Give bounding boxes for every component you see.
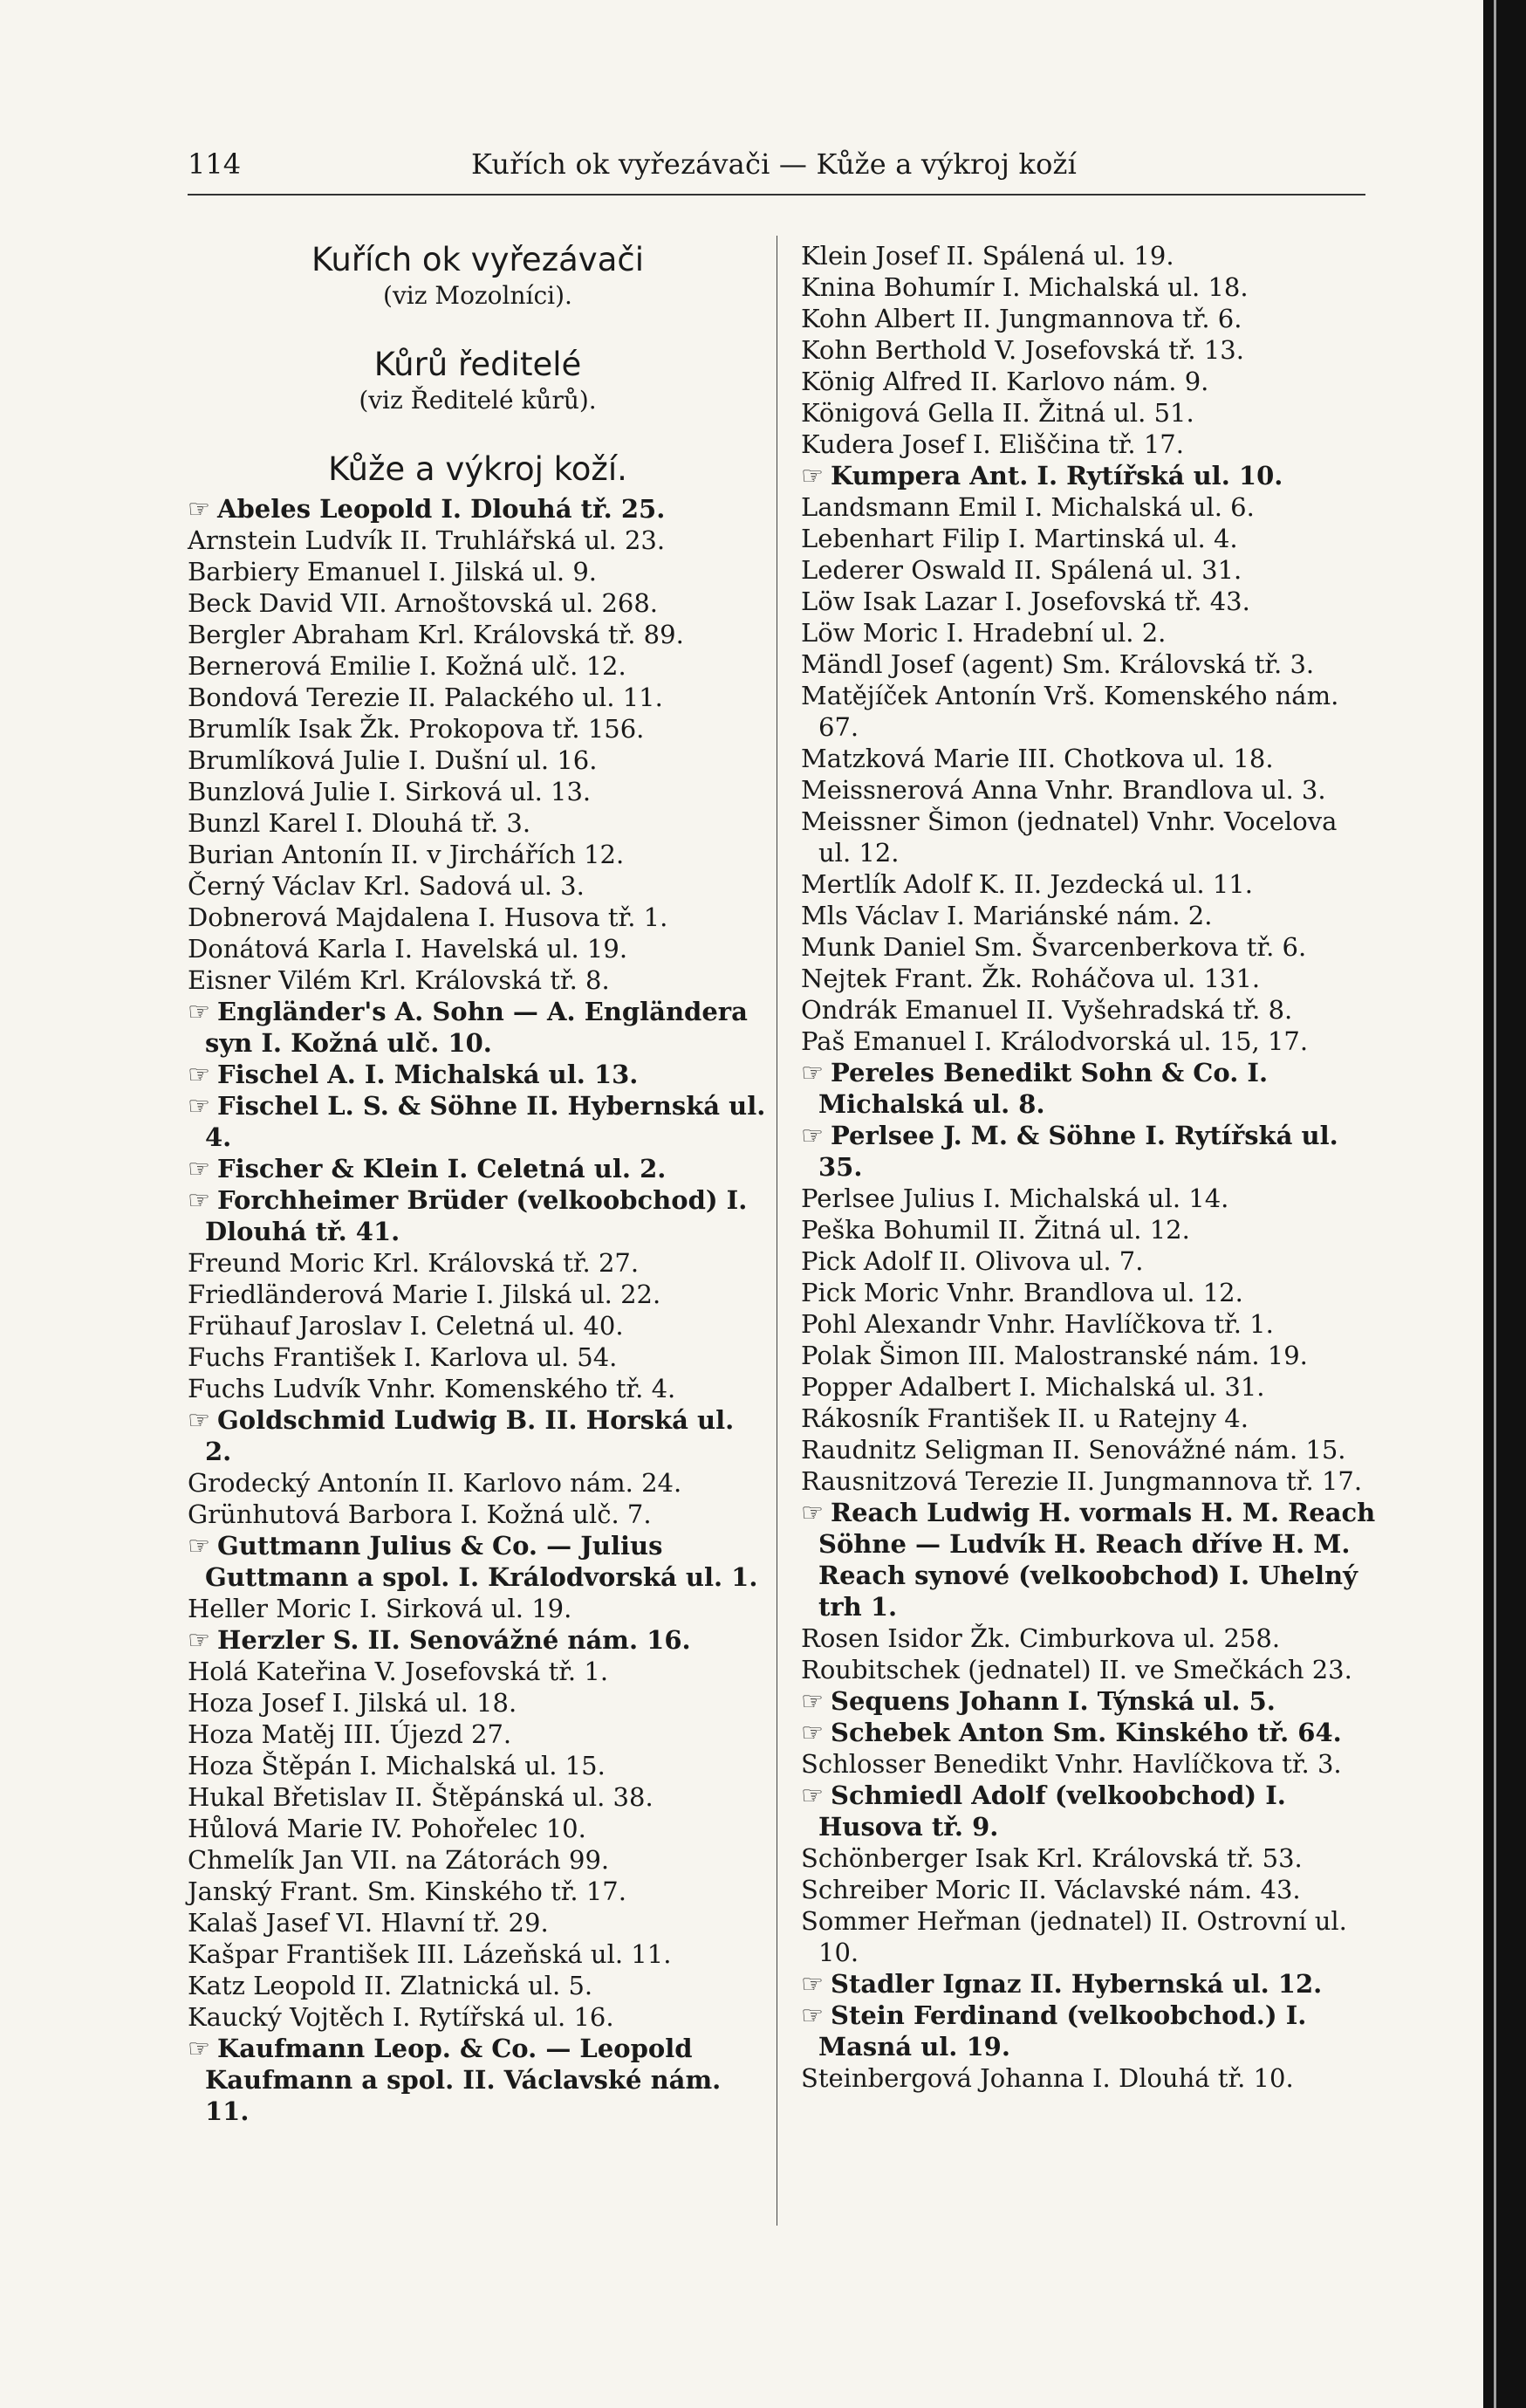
entry-text: Hoza Josef I. Jilská ul. 18. <box>188 1688 517 1718</box>
entry-text: Hoza Matěj III. Újezd 27. <box>188 1719 512 1749</box>
entry-text: Donátová Karla I. Havelská ul. 19. <box>188 934 628 964</box>
right-entry <box>801 963 1377 994</box>
entry-text: Hoza Štěpán I. Michalská ul. 15. <box>188 1751 606 1780</box>
entry-text: Janský Frant. Sm. Kinského tř. 17. <box>188 1876 626 1906</box>
left-entry <box>188 556 768 587</box>
entry-text: Meissnerová Anna Vnhr. Brandlova ul. 3. <box>801 775 1326 805</box>
right-entry <box>801 1245 1377 1277</box>
entry-text: Chmelík Jan VII. na Zátorách 99. <box>188 1845 610 1875</box>
left-entry <box>188 1247 768 1279</box>
right-entries-list <box>801 240 1377 2094</box>
entry-text: Pohl Alexandr Vnhr. Havlíčkova tř. 1. <box>801 1309 1274 1339</box>
left-entry <box>188 1341 768 1373</box>
pointing-hand-icon: ☞ <box>188 1185 210 1215</box>
entry-text: Černý Václav Krl. Sadová ul. 3. <box>188 871 585 901</box>
entry-text: Bernerová Emilie I. Kožná ulč. 12. <box>188 651 626 681</box>
entry-text: Matějíček Antonín Vrš. Komenského nám. 67. <box>801 681 1339 742</box>
entry-text: Burian Antonín II. v Jirchářích 12. <box>188 840 625 869</box>
left-column <box>188 240 768 2127</box>
pointing-hand-icon: ☞ <box>801 1058 824 1087</box>
pointing-hand-icon: ☞ <box>188 1060 210 1089</box>
entry-text: Arnstein Ludvík II. Truhlářská ul. 23. <box>188 525 666 555</box>
entry-text: Hukal Břetislav II. Štěpánská ul. 38. <box>188 1782 654 1812</box>
entry-text: Heller Moric I. Sirková ul. 19. <box>188 1594 572 1623</box>
left-entry <box>188 1656 768 1687</box>
entry-text: König Alfred II. Karlovo nám. 9. <box>801 367 1209 396</box>
pointing-hand-icon: ☞ <box>188 997 210 1026</box>
entry-text: Schlosser Benedikt Vnhr. Havlíčkova tř. 3. <box>801 1749 1342 1779</box>
entry-text: Forchheimer Brüder (velkoobchod) I. Dlouhá tř. 41. <box>205 1185 748 1246</box>
entry-text: Ondrák Emanuel II. Vyšehradská tř. 8. <box>801 995 1293 1025</box>
entry-text: Frühauf Jaroslav I. Celetná ul. 40. <box>188 1311 624 1341</box>
left-entry <box>188 1310 768 1341</box>
left-entry <box>188 1970 768 2001</box>
entry-text: Guttmann Julius & Co. — Julius Guttmann a spol. I. Králodvorská ul. 1. <box>205 1531 758 1592</box>
pointing-hand-icon: ☞ <box>801 2000 824 2030</box>
left-entries-list <box>188 493 768 2127</box>
left-entry <box>188 619 768 650</box>
left-entry <box>188 1781 768 1813</box>
entry-text: Fischel A. I. Michalská ul. 13. <box>217 1060 639 1089</box>
entry-text: Kaufmann Leop. & Co. — Leopold Kaufmann a spol. II. Václavské nám. 11. <box>205 2034 722 2126</box>
left-entry <box>188 587 768 619</box>
right-entry <box>801 1371 1377 1403</box>
right-entry <box>801 397 1377 429</box>
right-entry <box>801 1842 1377 1874</box>
left-entry <box>188 682 768 713</box>
right-entry <box>801 366 1377 397</box>
right-entry <box>801 491 1377 523</box>
entry-text: Kalaš Jasef VI. Hlavní tř. 29. <box>188 1908 549 1938</box>
right-entry <box>801 994 1377 1026</box>
entry-text: Paš Emanuel I. Králodvorská ul. 15, 17. <box>801 1026 1309 1056</box>
page-number: 114 <box>188 147 242 181</box>
pointing-hand-icon: ☞ <box>188 2034 210 2063</box>
left-entry <box>188 1530 768 1593</box>
entry-text: Brumlík Isak Žk. Prokopova tř. 156. <box>188 714 645 744</box>
left-entry <box>188 1813 768 1844</box>
entry-text: Königová Gella II. Žitná ul. 51. <box>801 398 1194 428</box>
entry-text: Bunzlová Julie I. Sirková ul. 13. <box>188 777 592 806</box>
entry-text: Abeles Leopold I. Dlouhá tř. 25. <box>217 494 666 524</box>
left-entry <box>188 1279 768 1310</box>
entry-text: Popper Adalbert I. Michalská ul. 31. <box>801 1372 1265 1402</box>
left-entry <box>188 1750 768 1781</box>
left-entry <box>188 1184 768 1247</box>
header-rule <box>188 194 1365 196</box>
entry-text: Reach Ludwig H. vormals H. M. Reach Söhne — Ludvík H. Reach dříve H. M. Reach synové (velkoobchod) I. Uhelný trh 1. <box>818 1498 1376 1622</box>
right-entry <box>801 1905 1377 1968</box>
left-entry <box>188 1373 768 1404</box>
left-entry <box>188 933 768 964</box>
left-entry <box>188 744 768 776</box>
left-entry <box>188 1938 768 1970</box>
right-entry <box>801 303 1377 334</box>
left-entry <box>188 1090 768 1153</box>
entry-text: Beck David VII. Arnoštovská ul. 268. <box>188 588 659 618</box>
entry-text: Peška Bohumil II. Žitná ul. 12. <box>801 1215 1190 1245</box>
right-entry <box>801 743 1377 774</box>
entry-text: Perlsee J. M. & Söhne I. Rytířská ul. 35. <box>818 1121 1338 1182</box>
entry-text: Engländer's A. Sohn — A. Engländera syn I. Kožná ulč. 10. <box>205 997 748 1058</box>
left-entry <box>188 1499 768 1530</box>
entry-text: Mls Václav I. Mariánské nám. 2. <box>801 901 1213 930</box>
entry-text: Bondová Terezie II. Palackého ul. 11. <box>188 683 663 712</box>
pointing-hand-icon: ☞ <box>801 1498 824 1527</box>
entry-text: Herzler S. II. Senovážné nám. 16. <box>217 1625 691 1655</box>
right-entry <box>801 931 1377 963</box>
left-entry <box>188 493 768 525</box>
left-entry <box>188 1059 768 1090</box>
entry-text: Rákosník František II. u Ratejny 4. <box>801 1403 1249 1433</box>
entry-text: Landsmann Emil I. Michalská ul. 6. <box>801 492 1255 522</box>
right-entry <box>801 586 1377 617</box>
right-entry <box>801 1434 1377 1465</box>
section-heading-kuze: Kůže a výkroj koží. <box>328 450 627 488</box>
entry-text: Dobnerová Majdalena I. Husova tř. 1. <box>188 902 668 932</box>
entry-text: Kumpera Ant. I. Rytířská ul. 10. <box>831 461 1283 491</box>
entry-text: Kaucký Vojtěch I. Rytířská ul. 16. <box>188 2002 614 2032</box>
entry-text: Lebenhart Filip I. Martinská ul. 4. <box>801 524 1238 553</box>
right-entry <box>801 1497 1377 1622</box>
left-entry <box>188 807 768 839</box>
right-entry <box>801 271 1377 303</box>
right-column <box>801 240 1377 2094</box>
running-title: Kuřích ok vyřezávači — Kůže a výkroj koží <box>471 147 1078 181</box>
pointing-hand-icon: ☞ <box>188 1091 210 1121</box>
right-entry <box>801 2000 1377 2062</box>
entry-text: Fischel L. S. & Söhne II. Hybernská ul. 4. <box>205 1091 766 1152</box>
entry-text: Stadler Ignaz II. Hybernská ul. 12. <box>831 1969 1323 1999</box>
left-entry <box>188 525 768 556</box>
entry-text: Kohn Berthold V. Josefovská tř. 13. <box>801 335 1244 365</box>
section-heading-kurich-ok: Kuřích ok vyřezávači <box>311 241 644 278</box>
right-entry <box>801 2062 1377 2094</box>
entry-text: Schreiber Moric II. Václavské nám. 43. <box>801 1875 1301 1904</box>
left-entry <box>188 650 768 682</box>
right-entry <box>801 429 1377 460</box>
pointing-hand-icon: ☞ <box>801 1121 824 1150</box>
section-note-kurich-ok: (viz Mozolníci). <box>383 281 572 310</box>
right-entry <box>801 1057 1377 1120</box>
pointing-hand-icon: ☞ <box>188 1154 210 1183</box>
pointing-hand-icon: ☞ <box>801 461 824 491</box>
right-entry <box>801 240 1377 271</box>
left-entry <box>188 839 768 870</box>
left-entry <box>188 902 768 933</box>
entry-text: Löw Moric I. Hradební ul. 2. <box>801 618 1167 648</box>
right-entry <box>801 648 1377 680</box>
right-entry <box>801 1654 1377 1685</box>
pointing-hand-icon: ☞ <box>188 1531 210 1561</box>
entry-text: Fuchs František I. Karlova ul. 54. <box>188 1342 618 1372</box>
entry-text: Sequens Johann I. Týnská ul. 5. <box>831 1686 1276 1716</box>
right-entry <box>801 1622 1377 1654</box>
entry-text: Munk Daniel Sm. Švarcenberkova tř. 6. <box>801 932 1307 962</box>
left-entry <box>188 2033 768 2127</box>
entry-text: Sommer Heřman (jednatel) II. Ostrovní ul. 10. <box>801 1906 1347 1967</box>
left-entry <box>188 1404 768 1467</box>
right-entry <box>801 900 1377 931</box>
right-entry <box>801 1277 1377 1308</box>
entry-text: Freund Moric Krl. Královská tř. 27. <box>188 1248 640 1278</box>
entry-text: Schönberger Isak Krl. Královská tř. 53. <box>801 1843 1303 1873</box>
left-entry <box>188 1467 768 1499</box>
left-entry <box>188 870 768 902</box>
left-entry <box>188 964 768 996</box>
pointing-hand-icon: ☞ <box>801 1686 824 1716</box>
pointing-hand-icon: ☞ <box>801 1780 824 1810</box>
left-entry <box>188 1719 768 1750</box>
entry-text: Bergler Abraham Krl. Královská tř. 89. <box>188 620 684 649</box>
scan-edge-line <box>1494 0 1496 2408</box>
entry-text: Pick Adolf II. Olivova ul. 7. <box>801 1246 1144 1276</box>
right-entry <box>801 774 1377 806</box>
entry-text: Matzková Marie III. Chotkova ul. 18. <box>801 744 1274 773</box>
pointing-hand-icon: ☞ <box>801 1969 824 1999</box>
entry-text: Kudera Josef I. Eliščina tř. 17. <box>801 429 1184 459</box>
right-entry <box>801 1717 1377 1748</box>
entry-text: Klein Josef II. Spálená ul. 19. <box>801 241 1174 271</box>
pointing-hand-icon: ☞ <box>188 494 210 524</box>
entry-text: Fuchs Ludvík Vnhr. Komenského tř. 4. <box>188 1374 676 1403</box>
right-entry <box>801 1340 1377 1371</box>
entry-text: Mändl Josef (agent) Sm. Královská tř. 3. <box>801 649 1315 679</box>
entry-text: Roubitschek (jednatel) II. ve Smečkách 23. <box>801 1655 1352 1684</box>
right-entry <box>801 1183 1377 1214</box>
entry-text: Raudnitz Seligman II. Senovážné nám. 15. <box>801 1435 1346 1465</box>
pointing-hand-icon: ☞ <box>188 1625 210 1655</box>
right-entry <box>801 1120 1377 1183</box>
left-entry <box>188 713 768 744</box>
right-entry <box>801 1685 1377 1717</box>
entry-text: Pereles Benedikt Sohn & Co. I. Michalská ul. 8. <box>818 1058 1269 1119</box>
entry-text: Polak Šimon III. Malostranské nám. 19. <box>801 1341 1308 1370</box>
entry-text: Holá Kateřina V. Josefovská tř. 1. <box>188 1657 609 1686</box>
right-entry <box>801 1465 1377 1497</box>
right-entry <box>801 868 1377 900</box>
entry-text: Pick Moric Vnhr. Brandlova ul. 12. <box>801 1278 1243 1307</box>
entry-text: Kohn Albert II. Jungmannova tř. 6. <box>801 304 1242 333</box>
entry-text: Rosen Isidor Žk. Cimburkova ul. 258. <box>801 1623 1281 1653</box>
page-header <box>188 144 1365 188</box>
pointing-hand-icon: ☞ <box>801 1718 824 1747</box>
entry-text: Stein Ferdinand (velkoobchod.) I. Masná ul. 19. <box>818 2000 1307 2062</box>
right-entry <box>801 1403 1377 1434</box>
left-entry <box>188 1907 768 1938</box>
left-entry <box>188 1153 768 1184</box>
left-entry <box>188 2001 768 2033</box>
entry-text: Barbiery Emanuel I. Jilská ul. 9. <box>188 557 597 587</box>
right-entry <box>801 1308 1377 1340</box>
pointing-hand-icon: ☞ <box>188 1405 210 1435</box>
entry-text: Hůlová Marie IV. Pohořelec 10. <box>188 1814 586 1843</box>
right-entry <box>801 617 1377 648</box>
scan-dark-edge <box>1483 0 1526 2408</box>
left-entry <box>188 1876 768 1907</box>
section-note-kuru-reditele: (viz Ředitelé kůrů). <box>359 386 597 415</box>
entry-text: Goldschmid Ludwig B. II. Horská ul. 2. <box>205 1405 735 1466</box>
right-entry <box>801 806 1377 868</box>
entry-text: Fischer & Klein I. Celetná ul. 2. <box>217 1154 667 1183</box>
right-entry <box>801 1968 1377 2000</box>
entry-text: Grünhutová Barbora I. Kožná ulč. 7. <box>188 1499 652 1529</box>
right-entry <box>801 1748 1377 1780</box>
entry-text: Schebek Anton Sm. Kinského tř. 64. <box>831 1718 1342 1747</box>
right-entry <box>801 680 1377 743</box>
left-entry <box>188 1624 768 1656</box>
entry-text: Eisner Vilém Krl. Královská tř. 8. <box>188 965 610 995</box>
entry-text: Kašpar František III. Lázeňská ul. 11. <box>188 1939 672 1969</box>
right-entry <box>801 460 1377 491</box>
entry-text: Löw Isak Lazar I. Josefovská tř. 43. <box>801 587 1250 616</box>
left-entry <box>188 776 768 807</box>
entry-text: Schmiedl Adolf (velkoobchod) I. Husova tř. 9. <box>818 1780 1286 1842</box>
entry-text: Knina Bohumír I. Michalská ul. 18. <box>801 272 1249 302</box>
entry-text: Meissner Šimon (jednatel) Vnhr. Vocelova ul. 12. <box>801 806 1338 868</box>
entry-text: Steinbergová Johanna I. Dlouhá tř. 10. <box>801 2063 1294 2093</box>
entry-text: Nejtek Frant. Žk. Roháčova ul. 131. <box>801 964 1261 993</box>
right-entry <box>801 523 1377 554</box>
left-entry <box>188 1844 768 1876</box>
right-entry <box>801 1874 1377 1905</box>
entry-text: Lederer Oswald II. Spálená ul. 31. <box>801 555 1242 585</box>
right-entry <box>801 554 1377 586</box>
left-entry <box>188 1593 768 1624</box>
entry-text: Mertlík Adolf K. II. Jezdecká ul. 11. <box>801 869 1253 899</box>
section-heading-kuru-reditele: Kůrů ředitelé <box>373 346 582 383</box>
right-entry <box>801 334 1377 366</box>
entry-text: Brumlíková Julie I. Dušní ul. 16. <box>188 745 598 775</box>
right-entry <box>801 1780 1377 1842</box>
entry-text: Perlsee Julius I. Michalská ul. 14. <box>801 1183 1229 1213</box>
entry-text: Friedländerová Marie I. Jilská ul. 22. <box>188 1279 661 1309</box>
left-entry <box>188 996 768 1059</box>
right-entry <box>801 1214 1377 1245</box>
left-entry <box>188 1687 768 1719</box>
entry-text: Bunzl Karel I. Dlouhá tř. 3. <box>188 808 531 838</box>
entry-text: Grodecký Antonín II. Karlovo nám. 24. <box>188 1468 682 1498</box>
entry-text: Katz Leopold II. Zlatnická ul. 5. <box>188 1971 593 2000</box>
entry-text: Rausnitzová Terezie II. Jungmannova tř. 17. <box>801 1466 1363 1496</box>
right-entry <box>801 1026 1377 1057</box>
